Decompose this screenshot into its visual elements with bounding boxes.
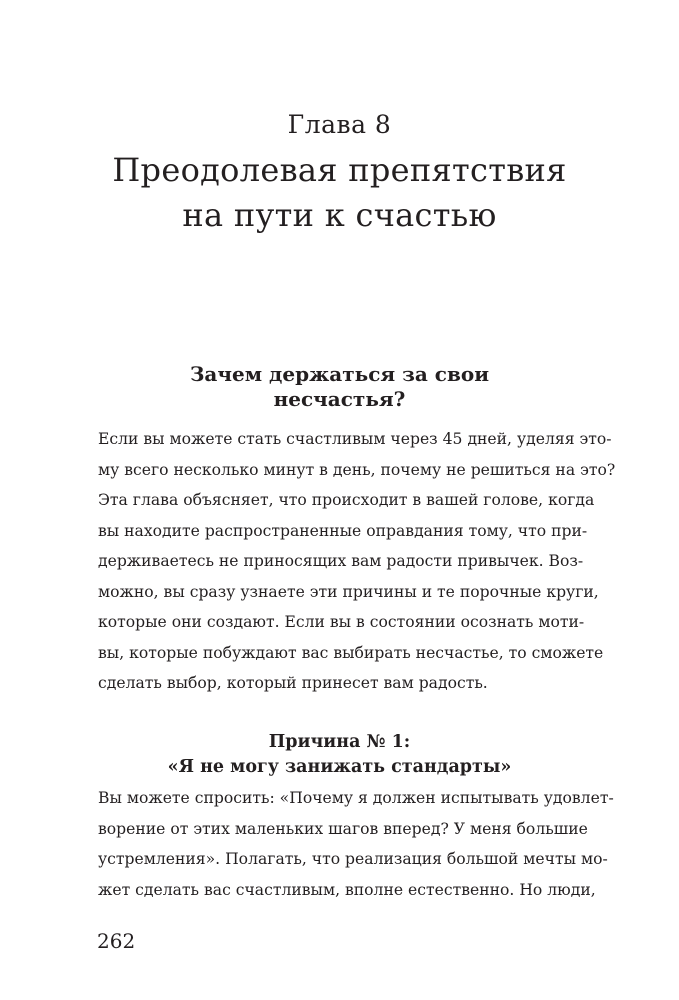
section-heading <box>0 362 679 412</box>
body-paragraph <box>98 783 618 905</box>
paragraph-line: му всего несколько минут в день, почему не решиться на это? <box>98 460 616 479</box>
chapter-title <box>0 148 679 238</box>
subsection-heading-line: «Я не могу занижать стандарты» <box>167 757 512 777</box>
paragraph-line: которые они создают. Если вы в состоянии осознать моти- <box>98 613 585 631</box>
paragraph-line: вы, которые побуждают вас выбирать несчастье, то сможете <box>98 643 604 662</box>
chapter-number: Глава 8 <box>287 110 392 139</box>
paragraph-line: устремления». Полагать, что реализация большой мечты мо- <box>98 850 608 868</box>
paragraph-line: жет сделать вас счастливым, вполне естественно. Но люди, <box>98 880 596 899</box>
paragraph-line: Эта глава объясняет, что происходит в вашей голове, когда <box>98 491 595 509</box>
page-number: 262 <box>97 929 136 953</box>
paragraph-line: Если вы можете стать счастливым через 45 дней, уделяя это- <box>98 430 612 448</box>
paragraph-line: держиваетесь не приносящих вам радости привычек. Воз- <box>98 552 584 570</box>
paragraph-line: можно, вы сразу узнаете эти причины и те порочные круги, <box>98 582 599 601</box>
paragraph-line: вы находите распространенные оправдания тому, что при- <box>98 521 588 540</box>
chapter-title-line: на пути к счастью <box>182 196 497 234</box>
section-heading-line: несчастья? <box>273 387 406 411</box>
paragraph-line: ворение от этих маленьких шагов вперед? У меня большие <box>98 819 588 838</box>
body-paragraph <box>98 424 618 699</box>
subsection-heading <box>0 730 679 780</box>
section-heading-line: Зачем держаться за свои <box>189 362 490 386</box>
paragraph-line: сделать выбор, который принесет вам радость. <box>98 674 488 692</box>
chapter-title-line: Преодолевая препятствия <box>112 151 567 189</box>
paragraph-line: Вы можете спросить: «Почему я должен испытывать удовлет- <box>98 789 614 807</box>
subsection-heading-line: Причина № 1: <box>268 732 411 752</box>
